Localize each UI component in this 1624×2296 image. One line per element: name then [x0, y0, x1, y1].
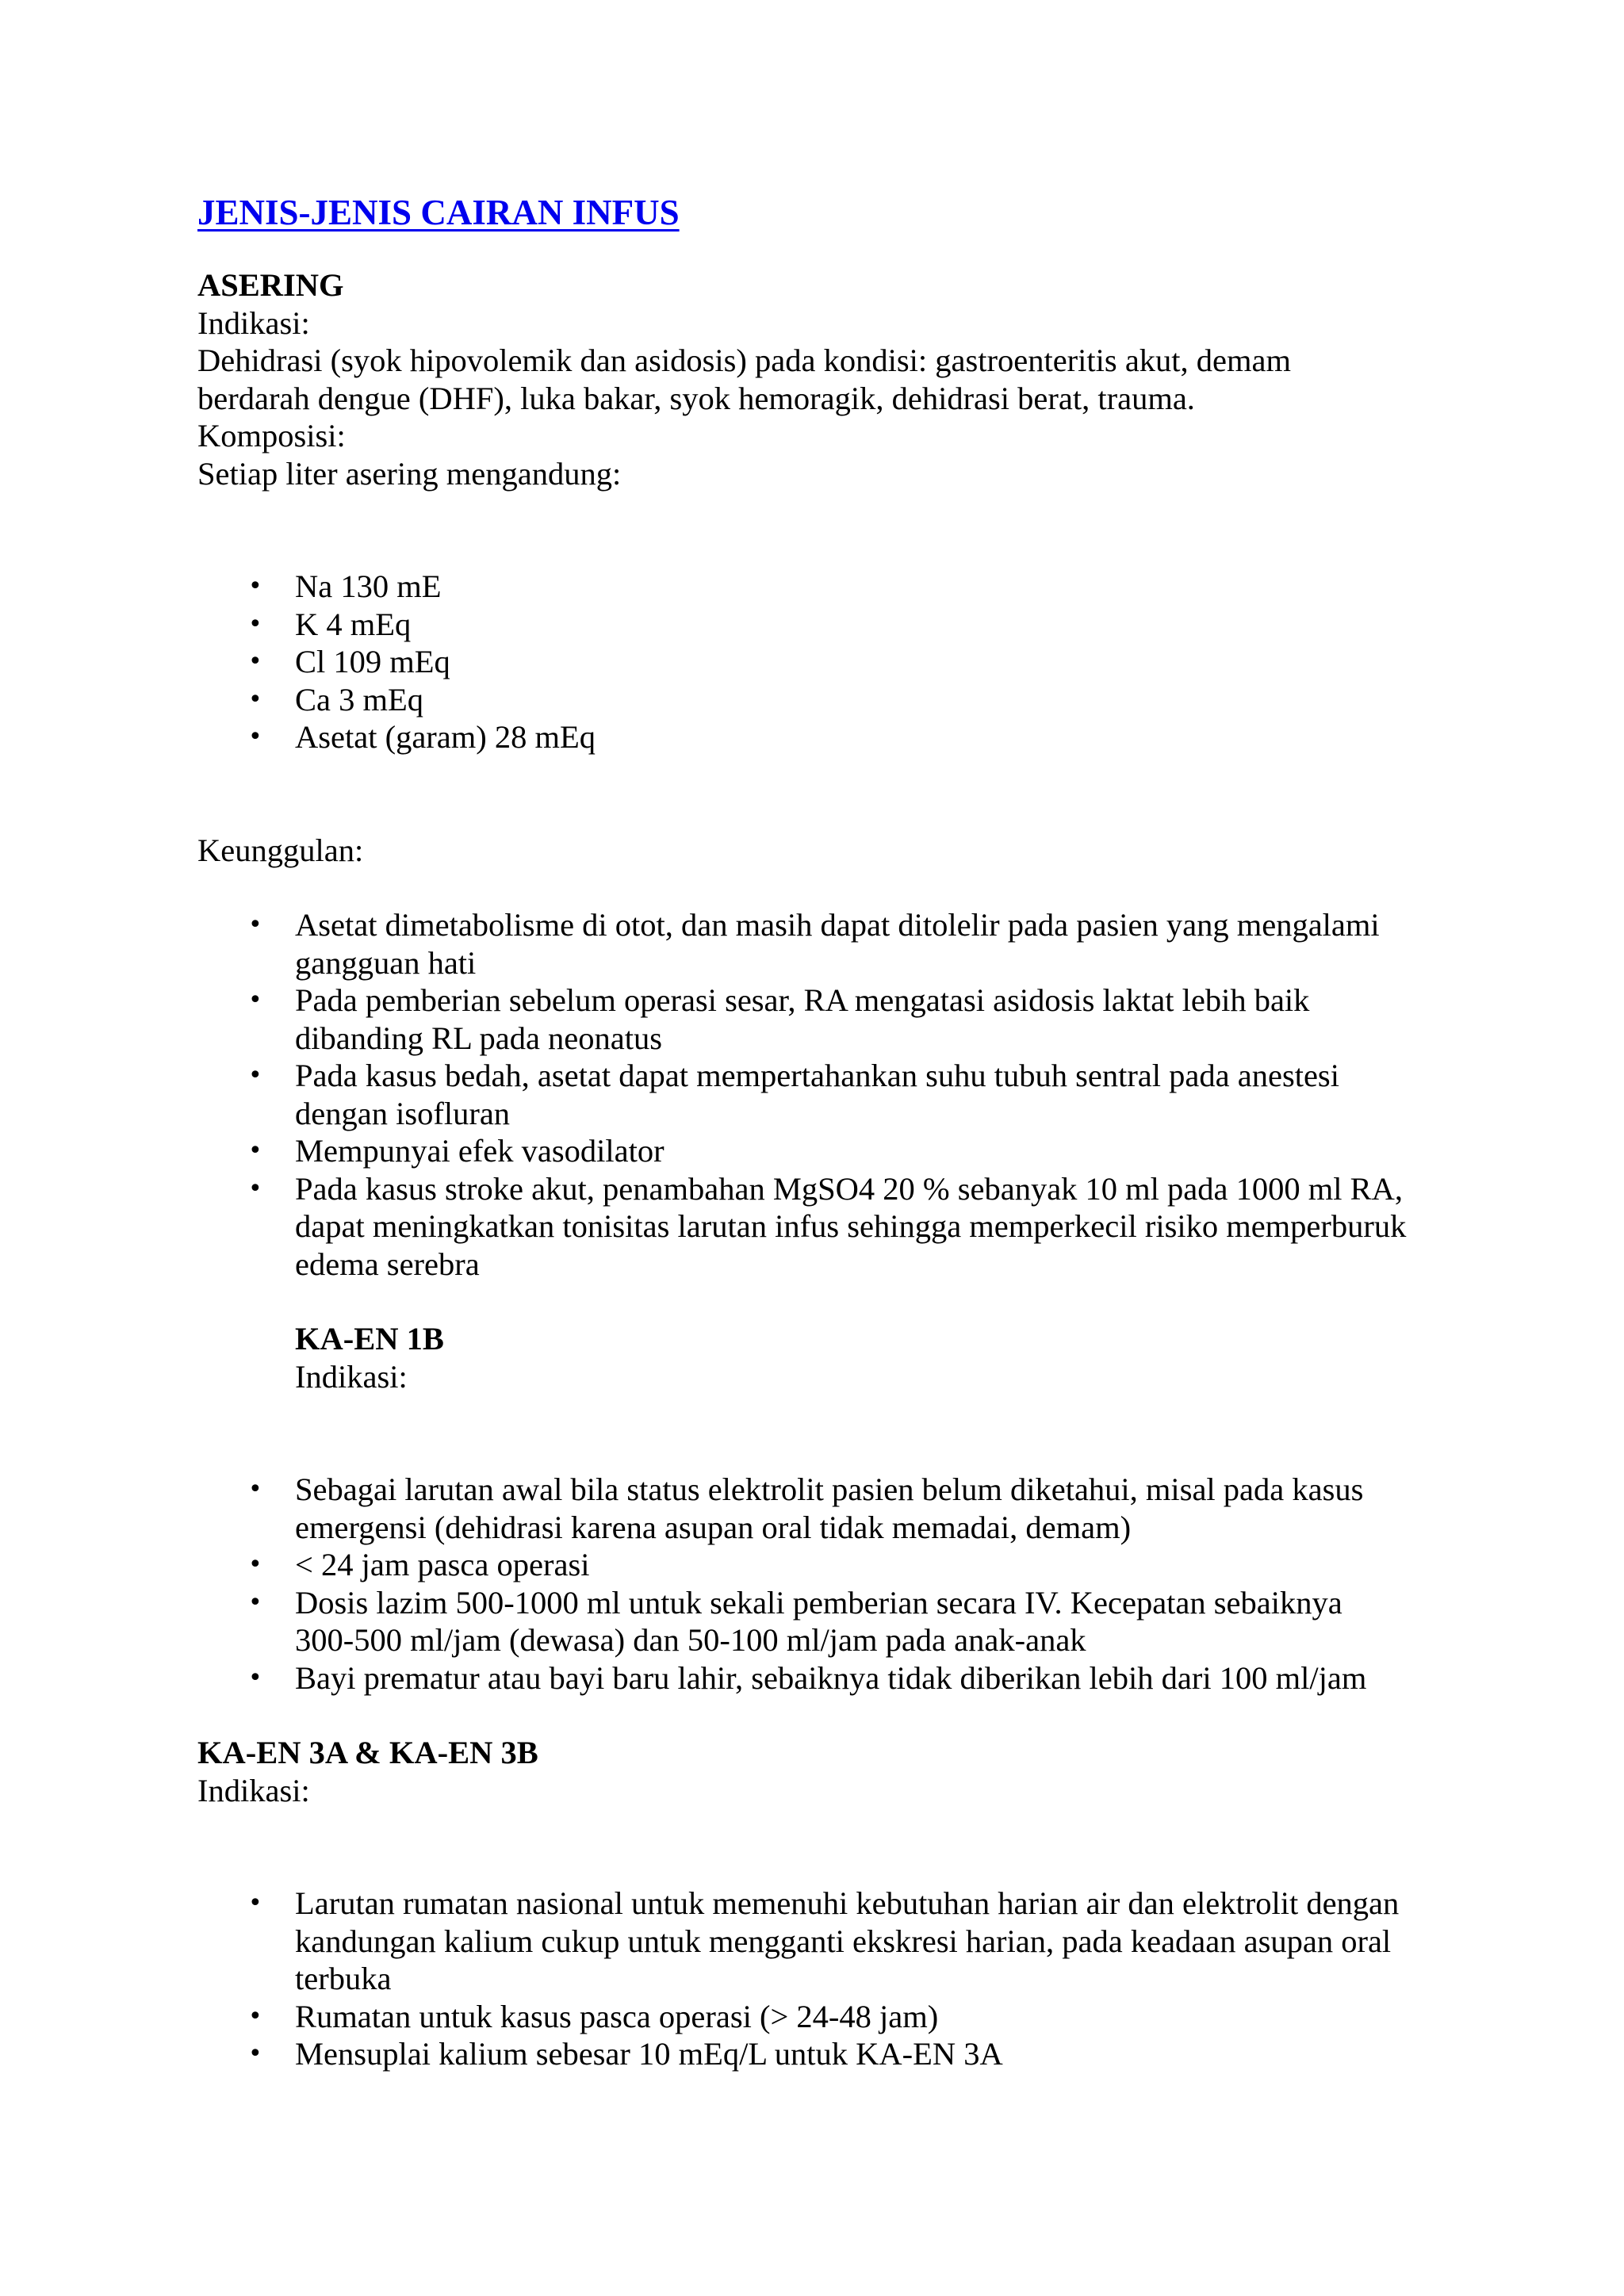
- list-item-line: • Pada kasus stroke akut, penambahan MgSO4 20 % sebanyak 10 ml pada 1000 ml RA,: [295, 1170, 1404, 1207]
- list-item-line: edema serebra: [295, 1246, 480, 1282]
- list-item: [197, 1659, 1450, 1697]
- list-item: [197, 1132, 1450, 1170]
- list-item: [197, 1584, 1450, 1659]
- list-item-line: dengan isofluran: [295, 1095, 511, 1131]
- list-item-line: • Bayi prematur atau bayi baru lahir, sebaiknya tidak diberikan lebih dari 100 ml/jam: [295, 1659, 1367, 1696]
- list-item-line: • Mempunyai efek vasodilator: [295, 1133, 665, 1169]
- komposisi-list: [197, 568, 1450, 756]
- list-item: • Ca 3 mEq: [197, 681, 1450, 719]
- list-item: [197, 1546, 1450, 1584]
- indikasi-label: Indikasi:: [295, 1358, 408, 1395]
- komposisi-intro: Setiap liter asering mengandung:: [197, 455, 622, 492]
- list-item-line: • < 24 jam pasca operasi: [295, 1547, 590, 1582]
- list-item-line: • Asetat dimetabolisme di otot, dan masih dapat ditolelir pada pasien yang mengalami: [295, 907, 1380, 943]
- list-item: • Cl 109 mEq: [197, 643, 1450, 681]
- list-item: • Asetat (garam) 28 mEq: [197, 718, 1450, 756]
- list-item: [197, 906, 1450, 982]
- list-item-line: • Dosis lazim 500-1000 ml untuk sekali pemberian secara IV. Kecepatan sebaiknya: [295, 1584, 1342, 1621]
- list-item: [197, 1885, 1450, 1998]
- list-item-line: • Sebagai larutan awal bila status elektrolit pasien belum diketahui, misal pada kasus: [295, 1471, 1364, 1507]
- keunggulan-list: [197, 906, 1450, 1283]
- list-item-line: dibanding RL pada neonatus: [295, 1020, 663, 1056]
- section-heading-asering: ASERING: [197, 267, 344, 303]
- section-heading-kaen1b: KA-EN 1B: [295, 1321, 444, 1357]
- komposisi-label: Komposisi:: [197, 418, 346, 453]
- list-item-line: • Rumatan untuk kasus pasca operasi (> 24-48 jam): [295, 1998, 939, 2034]
- indikasi-text-line: Dehidrasi (syok hipovolemik dan asidosis) pada kondisi: gastroenteritis akut, demam: [197, 342, 1291, 378]
- list-item: [197, 982, 1450, 1057]
- indikasi-label: Indikasi:: [197, 1772, 310, 1808]
- section-heading-kaen3: KA-EN 3A & KA-EN 3B: [197, 1735, 538, 1770]
- list-item-line: terbuka: [295, 1961, 392, 1996]
- list-item: [197, 1471, 1450, 1546]
- indikasi-label: Indikasi:: [197, 304, 310, 341]
- list-item: • K 4 mEq: [197, 606, 1450, 644]
- keunggulan-label: Keunggulan:: [197, 832, 364, 868]
- list-item-line: kandungan kalium cukup untuk mengganti ekskresi harian, pada keadaan asupan oral: [295, 1923, 1392, 1959]
- list-item: [197, 2035, 1450, 2073]
- list-item-line: • Mensuplai kalium sebesar 10 mEq/L untuk KA-EN 3A: [295, 2036, 1003, 2072]
- list-item: [197, 1057, 1450, 1132]
- list-item: • Na 130 mE: [197, 568, 1450, 606]
- list-item-line: 300-500 ml/jam (dewasa) dan 50-100 ml/jam pada anak-anak: [295, 1622, 1086, 1658]
- list-item: [197, 1998, 1450, 2036]
- list-item-line: • Pada pemberian sebelum operasi sesar, RA mengatasi asidosis laktat lebih baik: [295, 982, 1310, 1018]
- indikasi-text-line: berdarah dengue (DHF), luka bakar, syok hemoragik, dehidrasi berat, trauma.: [197, 380, 1195, 416]
- kaen3-list: [197, 1885, 1450, 2073]
- list-item: [197, 1170, 1450, 1284]
- document-title-link[interactable]: JENIS-JENIS CAIRAN INFUS: [197, 193, 680, 232]
- list-item-line: • Larutan rumatan nasional untuk memenuhi kebutuhan harian air dan elektrolit dengan: [295, 1885, 1400, 1921]
- list-item-line: dapat meningkatkan tonisitas larutan infus sehingga memperkecil risiko memperburuk: [295, 1208, 1407, 1244]
- section-kaen1b-header: [197, 1320, 1450, 1395]
- kaen1b-list: [197, 1471, 1450, 1697]
- document-page: [197, 190, 1450, 2073]
- list-item-line: emergensi (dehidrasi karena asupan oral tidak memadai, demam): [295, 1509, 1132, 1545]
- list-item-line: gangguan hati: [295, 944, 477, 981]
- list-item-line: • Pada kasus bedah, asetat dapat mempertahankan suhu tubuh sentral pada anestesi: [295, 1058, 1339, 1093]
